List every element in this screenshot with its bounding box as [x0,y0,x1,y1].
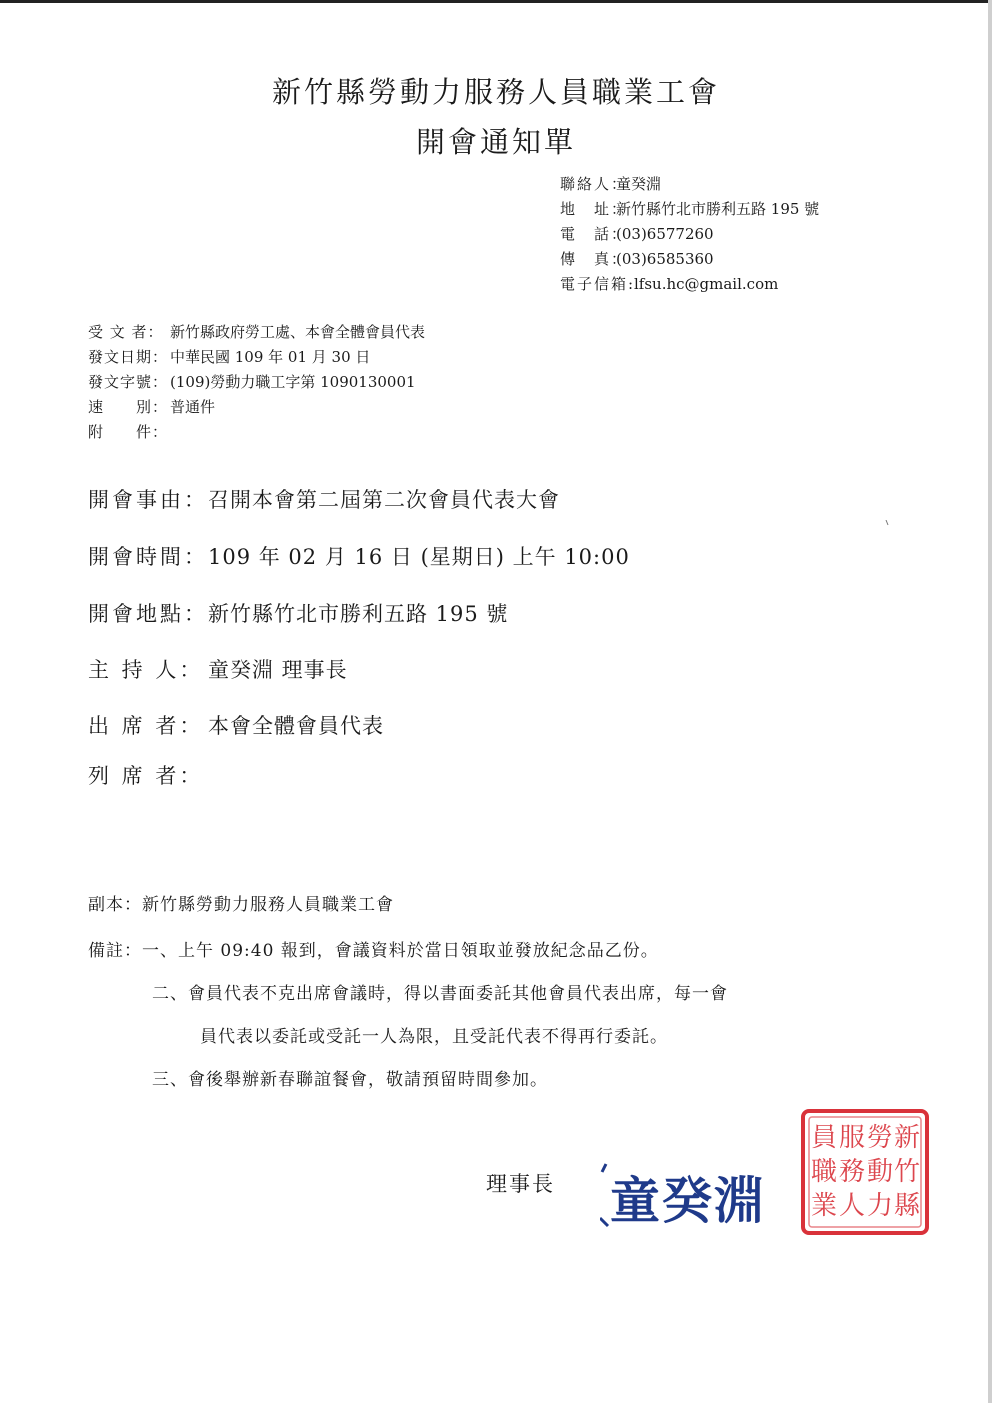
document-number-value: (109)勞動力職工字第 1090130001 [170,373,416,391]
meeting-attendees-label: 出 席 者： [88,714,204,738]
copy-row [88,890,394,915]
meeting-reason-value: 召開本會第二屆第二次會員代表大會 [208,488,560,512]
svg-text:動: 動 [866,1157,894,1187]
copy-label: 副本： [88,895,142,915]
page-top-edge [0,0,992,3]
signature-name-text: 童癸淵 [610,1171,766,1230]
attachment-label: 附 件： [88,423,169,441]
contact-phone-row [560,222,819,247]
chairman-signature-stamp [600,1160,775,1235]
contact-person-value: 童癸淵 [616,175,662,193]
contact-person-label: 聯絡人： [560,175,629,193]
contact-person-row [560,172,819,197]
notes-block [88,930,728,1102]
contact-address-row [560,197,819,222]
note-item-1-text: 一、上午 09:40 報到，會議資料於當日領取並發放紀念品乙份。 [142,941,659,961]
note-item-3: 三、會後舉辦新春聯誼餐會，敬請預留時間參加。 [152,1070,548,1090]
speed-value: 普通件 [170,398,216,416]
meeting-place-row [88,598,508,628]
note-item-1 [88,930,728,973]
svg-text:職: 職 [810,1157,838,1187]
speed-label: 速 別： [88,398,169,416]
copy-value: 新竹縣勞動力服務人員職業工會 [142,895,394,915]
meeting-observers-label: 列 席 者： [88,764,204,788]
contact-email-row [560,272,819,297]
contact-fax-row [560,247,819,272]
speed-row [88,395,425,420]
recipient-label: 受 文 者： [88,323,164,341]
chairman-title: 理事長 [486,1172,555,1196]
svg-text:竹: 竹 [893,1157,921,1187]
page-right-edge [988,0,992,1403]
meeting-reason-label: 開會事由： [88,488,208,512]
contact-phone-label: 電 話： [560,225,629,243]
document-number-label: 發文字號： [88,373,169,391]
scan-speck [885,520,890,526]
recipient-value: 新竹縣政府勞工處、本會全體會員代表 [170,323,426,341]
issue-date-value: 中華民國 109 年 01 月 30 日 [170,348,371,366]
svg-text:縣: 縣 [893,1191,921,1221]
meeting-time-value: 109 年 02 月 16 日 (星期日) 上午 10:00 [208,545,630,569]
meeting-place-value: 新竹縣竹北市勝利五路 195 號 [208,602,509,626]
attachment-row [88,420,425,445]
issue-date-row [88,345,425,370]
meeting-time-label: 開會時間： [88,545,208,569]
svg-text:力: 力 [866,1191,894,1221]
contact-fax-label: 傳 真： [560,250,629,268]
contact-block [560,172,819,297]
meeting-place-label: 開會地點： [88,602,208,626]
note-item-2-line2: 員代表以委託或受託一人為限，且受託代表不得再行委託。 [200,1027,668,1047]
contact-email-value: lfsu.hc@gmail.com [634,275,779,293]
svg-text:務: 務 [838,1157,866,1187]
document-number-row [88,370,425,395]
recipient-row [88,320,425,345]
svg-text:勞: 勞 [866,1123,894,1153]
meeting-attendees-row [88,710,384,740]
meeting-time-row [88,541,630,571]
contact-address-label: 地 址： [560,200,629,218]
note-item-2-line1: 二、會員代表不克出席會議時，得以書面委託其他會員代表出席，每一會 [152,984,728,1004]
contact-email-label: 電子信箱: [560,275,636,293]
contact-phone-value: (03)6577260 [616,225,714,243]
signature-stroke-marks [600,1164,608,1226]
contact-fax-value: (03)6585360 [616,250,714,268]
svg-text:業: 業 [810,1191,838,1221]
notes-label: 備註： [88,941,142,961]
contact-address-value: 新竹縣竹北市勝利五路 195 號 [616,200,820,218]
svg-text:服: 服 [838,1123,866,1153]
svg-text:員: 員 [810,1123,838,1153]
document-title: 開會通知單 [415,125,576,159]
svg-text:人: 人 [838,1191,866,1221]
union-official-seal [800,1108,930,1236]
meeting-observers-row [88,760,208,790]
organization-title: 新竹縣勞動力服務人員職業工會 [271,75,720,109]
meeting-reason-row [88,484,560,514]
issue-date-label: 發文日期： [88,348,169,366]
meeting-host-label: 主 持 人： [88,658,204,682]
document-meta-block [88,320,425,445]
meeting-host-value: 童癸淵 理事長 [208,658,348,682]
svg-text:新: 新 [893,1123,921,1153]
meeting-host-row [88,654,348,684]
meeting-attendees-value: 本會全體會員代表 [208,714,384,738]
